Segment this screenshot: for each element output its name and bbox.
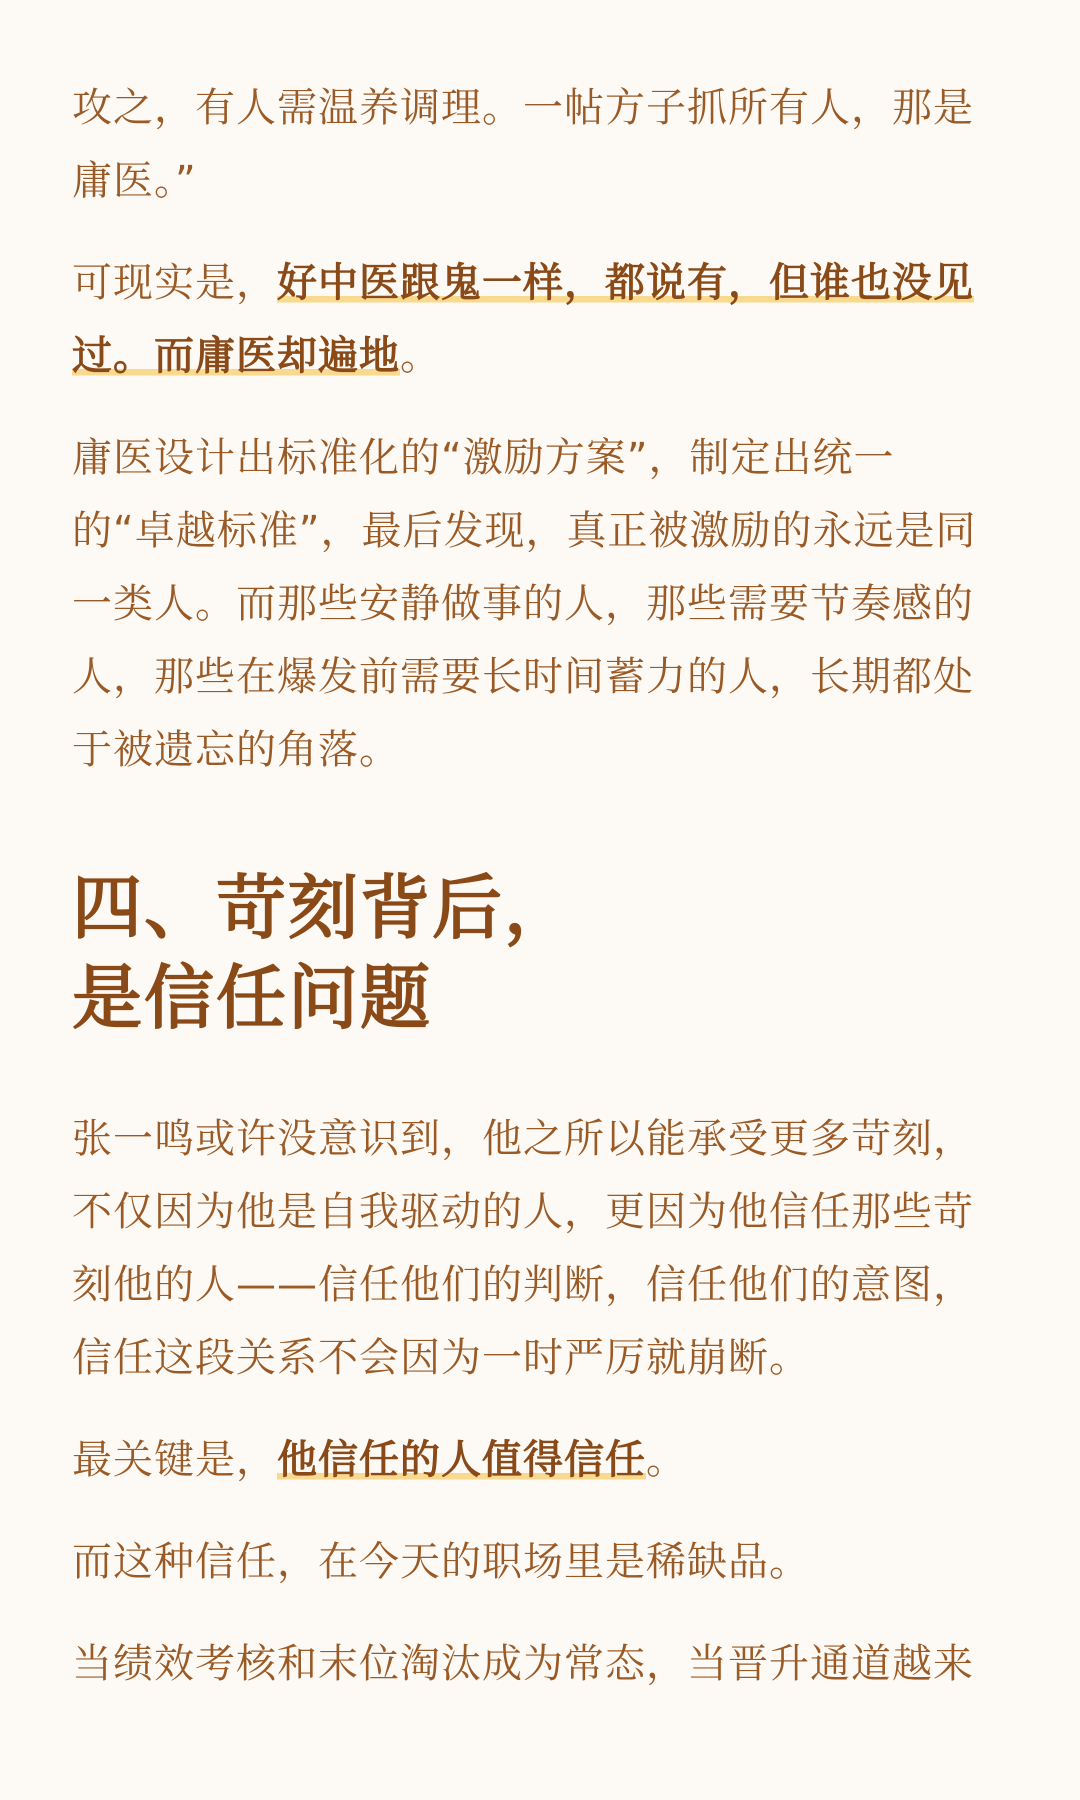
paragraph: [72, 247, 992, 393]
text-run: 。: [646, 1437, 687, 1483]
paragraph: 庸医设计出标准化的“激励方案”，制定出统一的“卓越标准”，最后发现，真正被激励的永远是同一类人。而那些安静做事的人，那些需要节奏感的人，那些在爆发前需要长时间蓄力的人，长期都处于被遗忘的角落。: [72, 435, 977, 773]
paragraph: 张一鸣或许没意识到，他之所以能承受更多苛刻，不仅因为他是自我驱动的人，更因为他信任那些苛刻他的人——信任他们的判断，信任他们的意图，信任这段关系不会因为一时严厉就崩断。: [72, 1116, 974, 1381]
paragraph: [72, 1424, 992, 1497]
highlighted-text: 他信任的人值得信任: [277, 1437, 646, 1483]
text-run: 可现实是，: [72, 260, 277, 306]
highlighted-text: 好中医跟鬼一样，都说有，但谁也没见过。而庸医却遍地: [72, 260, 974, 379]
paragraph: 而这种信任，在今天的职场里是稀缺品。: [72, 1539, 810, 1585]
paragraph: 攻之，有人需温养调理。一帖方子抓所有人，那是庸医。”: [72, 85, 974, 204]
text-run: 。: [400, 333, 441, 379]
section-heading-line: 四、苛刻背后，: [72, 867, 576, 949]
section-heading-line: 是信任问题: [72, 957, 432, 1039]
section-heading: [72, 863, 992, 1043]
text-run: 最关键是，: [72, 1437, 277, 1483]
article-body: [72, 72, 992, 1730]
paragraph: 当绩效考核和末位淘汰成为常态，当晋升通道越来: [72, 1641, 974, 1687]
